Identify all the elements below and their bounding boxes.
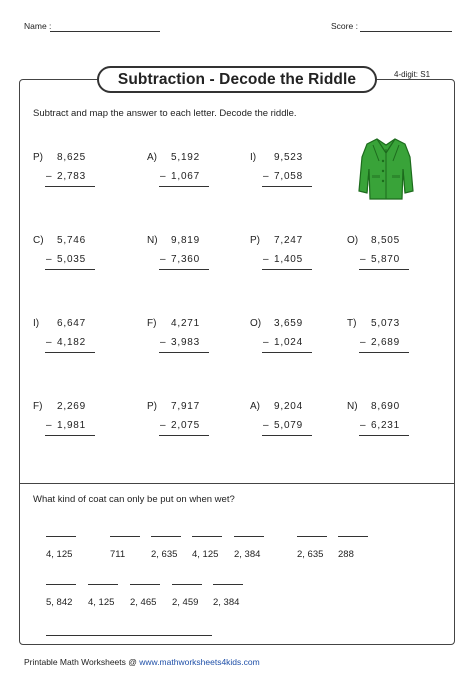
answer-blank[interactable]: 5, 842 [46, 584, 76, 608]
worksheet-code: 4-digit: S1 [394, 70, 431, 79]
answer-blank[interactable]: 2, 635 [151, 536, 181, 560]
problem-12: F) 2,269 – 1,981 [33, 401, 123, 441]
answer-blank[interactable]: 2, 635 [297, 536, 327, 560]
problem-10: O) 3,659 – 1,024 [250, 318, 340, 358]
problem-7: O) 8,505 – 5,870 [347, 235, 437, 275]
problem-13: P) 7,917 – 2,075 [147, 401, 237, 441]
problem-6: P) 7,247 – 1,405 [250, 235, 340, 275]
section-divider [19, 483, 455, 484]
score-field[interactable] [360, 31, 452, 32]
problem-5: N) 9,819 – 7,360 [147, 235, 237, 275]
riddle-question: What kind of coat can only be put on when wet? [33, 494, 235, 505]
footer-link[interactable]: www.mathworksheets4kids.com [139, 657, 260, 667]
answer-blank[interactable]: 4, 125 [46, 536, 76, 560]
green-coat-icon [355, 135, 417, 201]
answer-blank[interactable]: 288 [338, 536, 368, 560]
problem-8: I) 6,647 – 4,182 [33, 318, 123, 358]
footer [24, 657, 260, 667]
problem-11: T) 5,073 – 2,689 [347, 318, 437, 358]
answer-blank[interactable]: 711 [110, 536, 140, 560]
answer-blank[interactable]: 4, 125 [88, 584, 118, 608]
answer-blank[interactable]: 2, 384 [234, 536, 264, 560]
answer-blank[interactable]: 2, 465 [130, 584, 160, 608]
name-field[interactable] [50, 31, 160, 32]
footer-text: Printable Math Worksheets @ [24, 657, 140, 667]
score-label: Score : [331, 21, 358, 31]
problem-14: A) 9,204 – 5,079 [250, 401, 340, 441]
problem-2: A) 5,192 – 1,067 [147, 152, 237, 192]
worksheet-title: Subtraction - Decode the Riddle [97, 66, 377, 93]
name-label: Name : [24, 21, 52, 31]
problem-4: C) 5,746 – 5,035 [33, 235, 123, 275]
instructions: Subtract and map the answer to each letter. Decode the riddle. [33, 108, 297, 119]
problem-15: N) 8,690 – 6,231 [347, 401, 437, 441]
final-answer-line[interactable] [46, 635, 212, 636]
answer-blank[interactable]: 2, 459 [172, 584, 202, 608]
problem-9: F) 4,271 – 3,983 [147, 318, 237, 358]
answer-blank[interactable]: 2, 384 [213, 584, 243, 608]
problem-1: P) 8,625 – 2,783 [33, 152, 123, 192]
problem-3: I) 9,523 – 7,058 [250, 152, 340, 192]
answer-blank[interactable]: 4, 125 [192, 536, 222, 560]
